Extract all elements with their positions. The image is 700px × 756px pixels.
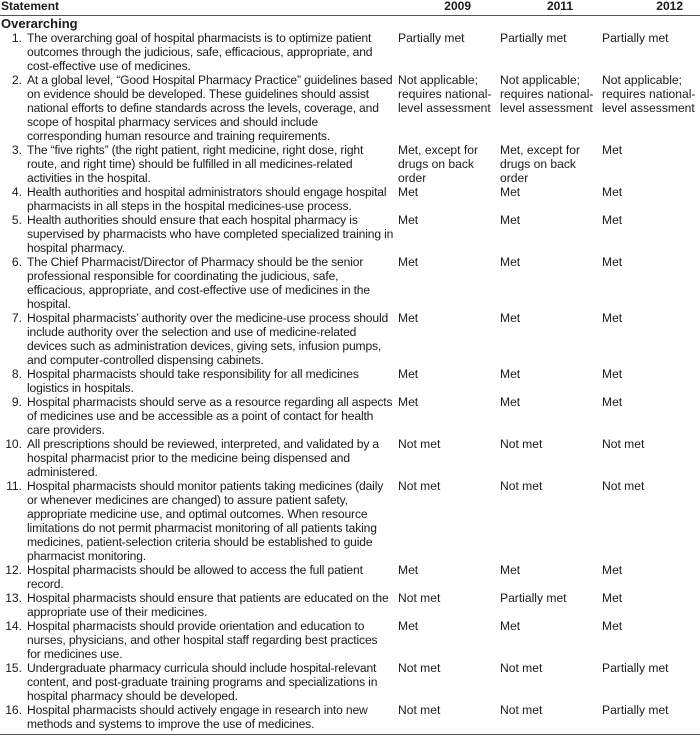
header-year-2009: 2009 — [444, 0, 471, 13]
table-row — [0, 591, 700, 619]
section-heading: Overarching — [1, 16, 78, 31]
table-row — [0, 311, 700, 367]
statement-number: 9. — [11, 395, 22, 409]
statement-number: 2. — [11, 73, 22, 87]
table-row — [0, 255, 700, 311]
statement-number: 8. — [11, 367, 22, 381]
status-2012: Partially met — [602, 661, 669, 675]
table-row — [0, 661, 700, 703]
table-row — [0, 31, 700, 73]
statement-text: Hospital pharmacists’ authority over the medicine-use process should include authority over the selection and use of medicine-related devices such as administration devices, giving sets, infusion pumps, and computer-controlled dispensing cabinets. — [27, 311, 389, 367]
header-year-2011: 2011 — [546, 0, 573, 13]
status-2012: Met — [602, 563, 623, 577]
status-2011: Met — [500, 619, 521, 633]
statement-number: 3. — [11, 143, 22, 157]
status-2009: Not met — [398, 479, 441, 493]
table-row — [0, 479, 700, 563]
statement-number: 10. — [5, 437, 22, 451]
statement-number: 6. — [11, 255, 22, 269]
statement-text: The “five rights” (the right patient, right medicine, right dose, right route, and right time) should be fulfilled in all medicines-related activities in the hospital. — [27, 143, 364, 185]
status-2012: Met — [602, 143, 623, 157]
table-header — [0, 0, 700, 16]
status-2009: Not met — [398, 591, 441, 605]
table-row — [0, 367, 700, 395]
status-2012: Met — [602, 185, 623, 199]
statement-text: At a global level, “Good Hospital Pharmacy Practice” guidelines based on evidence should be developed. These guidelines should assist national efforts to define standards across the levels, coverage, and scope of hospital pharmacy services and should include corresponding human resource and training requirements. — [27, 73, 393, 143]
status-2011: Not applicable; requires national-level assessment — [500, 73, 594, 115]
status-2012: Met — [602, 255, 623, 269]
statement-text: Hospital pharmacists should ensure that patients are educated on the appropriate use of their medicines. — [27, 591, 389, 619]
statement-number: 1. — [11, 31, 22, 45]
status-2011: Not met — [500, 479, 543, 493]
statement-number: 7. — [11, 311, 22, 325]
table-body — [0, 31, 700, 731]
statement-text: Hospital pharmacists should actively engage in research into new methods and systems to improve the use of medicines. — [27, 703, 368, 731]
status-2009: Met — [398, 255, 419, 269]
table-row — [0, 703, 700, 731]
status-2012: Not applicable; requires national-level assessment — [602, 73, 696, 115]
status-2011: Met — [500, 367, 521, 381]
statement-text: The Chief Pharmacist/Director of Pharmacy should be the senior professional responsible for coordinating the judicious, safe, efficacious, appropriate, and cost-effective use of medicines in the hospital. — [27, 255, 370, 311]
status-2011: Partially met — [500, 31, 567, 45]
status-2011: Met — [500, 395, 521, 409]
statement-number: 5. — [11, 213, 22, 227]
header-year-2012: 2012 — [656, 0, 683, 13]
table-row — [0, 619, 700, 661]
status-2012: Met — [602, 395, 623, 409]
status-2012: Not met — [602, 437, 645, 451]
status-2009: Met — [398, 367, 419, 381]
status-2009: Not applicable; requires national-level assessment — [398, 73, 492, 115]
status-2009: Met — [398, 619, 419, 633]
status-2012: Met — [602, 213, 623, 227]
statement-number: 15. — [5, 661, 22, 675]
table-row — [0, 185, 700, 213]
status-2011: Met — [500, 213, 521, 227]
statement-text: Hospital pharmacists should take responsibility for all medicines logistics in hospitals. — [27, 367, 359, 395]
table-row — [0, 563, 700, 591]
statement-text: Hospital pharmacists should provide orientation and education to nurses, physicians, and other hospital staff regarding best practices for medicines use. — [27, 619, 378, 661]
table-row — [0, 437, 700, 479]
status-2009: Met — [398, 563, 419, 577]
table-row — [0, 213, 700, 255]
status-2012: Met — [602, 591, 623, 605]
status-2011: Not met — [500, 661, 543, 675]
status-2012: Not met — [602, 479, 645, 493]
status-2011: Met — [500, 255, 521, 269]
statement-number: 14. — [5, 619, 22, 633]
table-row — [0, 143, 700, 185]
status-2009: Not met — [398, 703, 441, 717]
status-2011: Not met — [500, 437, 543, 451]
status-2012: Met — [602, 311, 623, 325]
status-2009: Met — [398, 311, 419, 325]
status-2012: Met — [602, 619, 623, 633]
statement-number: 12. — [5, 563, 22, 577]
statement-text: Undergraduate pharmacy curricula should include hospital-relevant content, and post-graduate training programs and specializations in hospital pharmacy should be developed. — [27, 661, 378, 703]
statement-text: Health authorities and hospital administrators should engage hospital pharmacists in all steps in the hospital medicines-use process. — [27, 185, 387, 213]
status-2009: Met, except for drugs on back order — [398, 143, 478, 185]
status-2009: Met — [398, 185, 419, 199]
status-2011: Partially met — [500, 591, 567, 605]
statement-number: 16. — [5, 703, 22, 717]
status-2011: Met — [500, 185, 521, 199]
statement-text: All prescriptions should be reviewed, interpreted, and validated by a hospital pharmacist prior to the medicine being dispensed and administered. — [27, 437, 380, 479]
table-bottom-rule — [0, 734, 700, 735]
status-2009: Not met — [398, 437, 441, 451]
statement-number: 11. — [6, 479, 22, 493]
status-2011: Met — [500, 311, 521, 325]
status-2011: Met — [500, 563, 521, 577]
statement-text: Health authorities should ensure that each hospital pharmacy is supervised by pharmacists who have completed specialized training in hospital pharmacy. — [27, 213, 394, 255]
status-2009: Partially met — [398, 31, 465, 45]
statement-number: 4. — [11, 185, 22, 199]
header-statement: Statement — [1, 0, 60, 13]
statement-number: 13. — [5, 591, 22, 605]
statement-text: Hospital pharmacists should monitor patients taking medicines (daily or whenever medicines are changed) to assure patient safety, appropriate medicine use, and optimal outcomes. When resource limitations do not permit pharmacist monitoring of all patients taking medicines, patient-selection criteria should be established to guide pharmacist monitoring. — [27, 479, 384, 563]
statement-text: Hospital pharmacists should serve as a resource regarding all aspects of medicines use and be accessible as a point of contact for health care providers. — [27, 395, 393, 437]
table-row — [0, 395, 700, 437]
status-2012: Met — [602, 367, 623, 381]
status-2011: Met, except for drugs on back order — [500, 143, 580, 185]
status-2009: Met — [398, 213, 419, 227]
status-2009: Not met — [398, 661, 441, 675]
status-2012: Partially met — [602, 31, 669, 45]
status-2009: Met — [398, 395, 419, 409]
table-row — [0, 73, 700, 143]
statement-text: The overarching goal of hospital pharmacists is to optimize patient outcomes through the judicious, safe, efficacious, appropriate, and cost-effective use of medicines. — [27, 31, 373, 73]
status-2011: Not met — [500, 703, 543, 717]
status-2012: Partially met — [602, 703, 669, 717]
statement-text: Hospital pharmacists should be allowed to access the full patient record. — [27, 563, 363, 591]
